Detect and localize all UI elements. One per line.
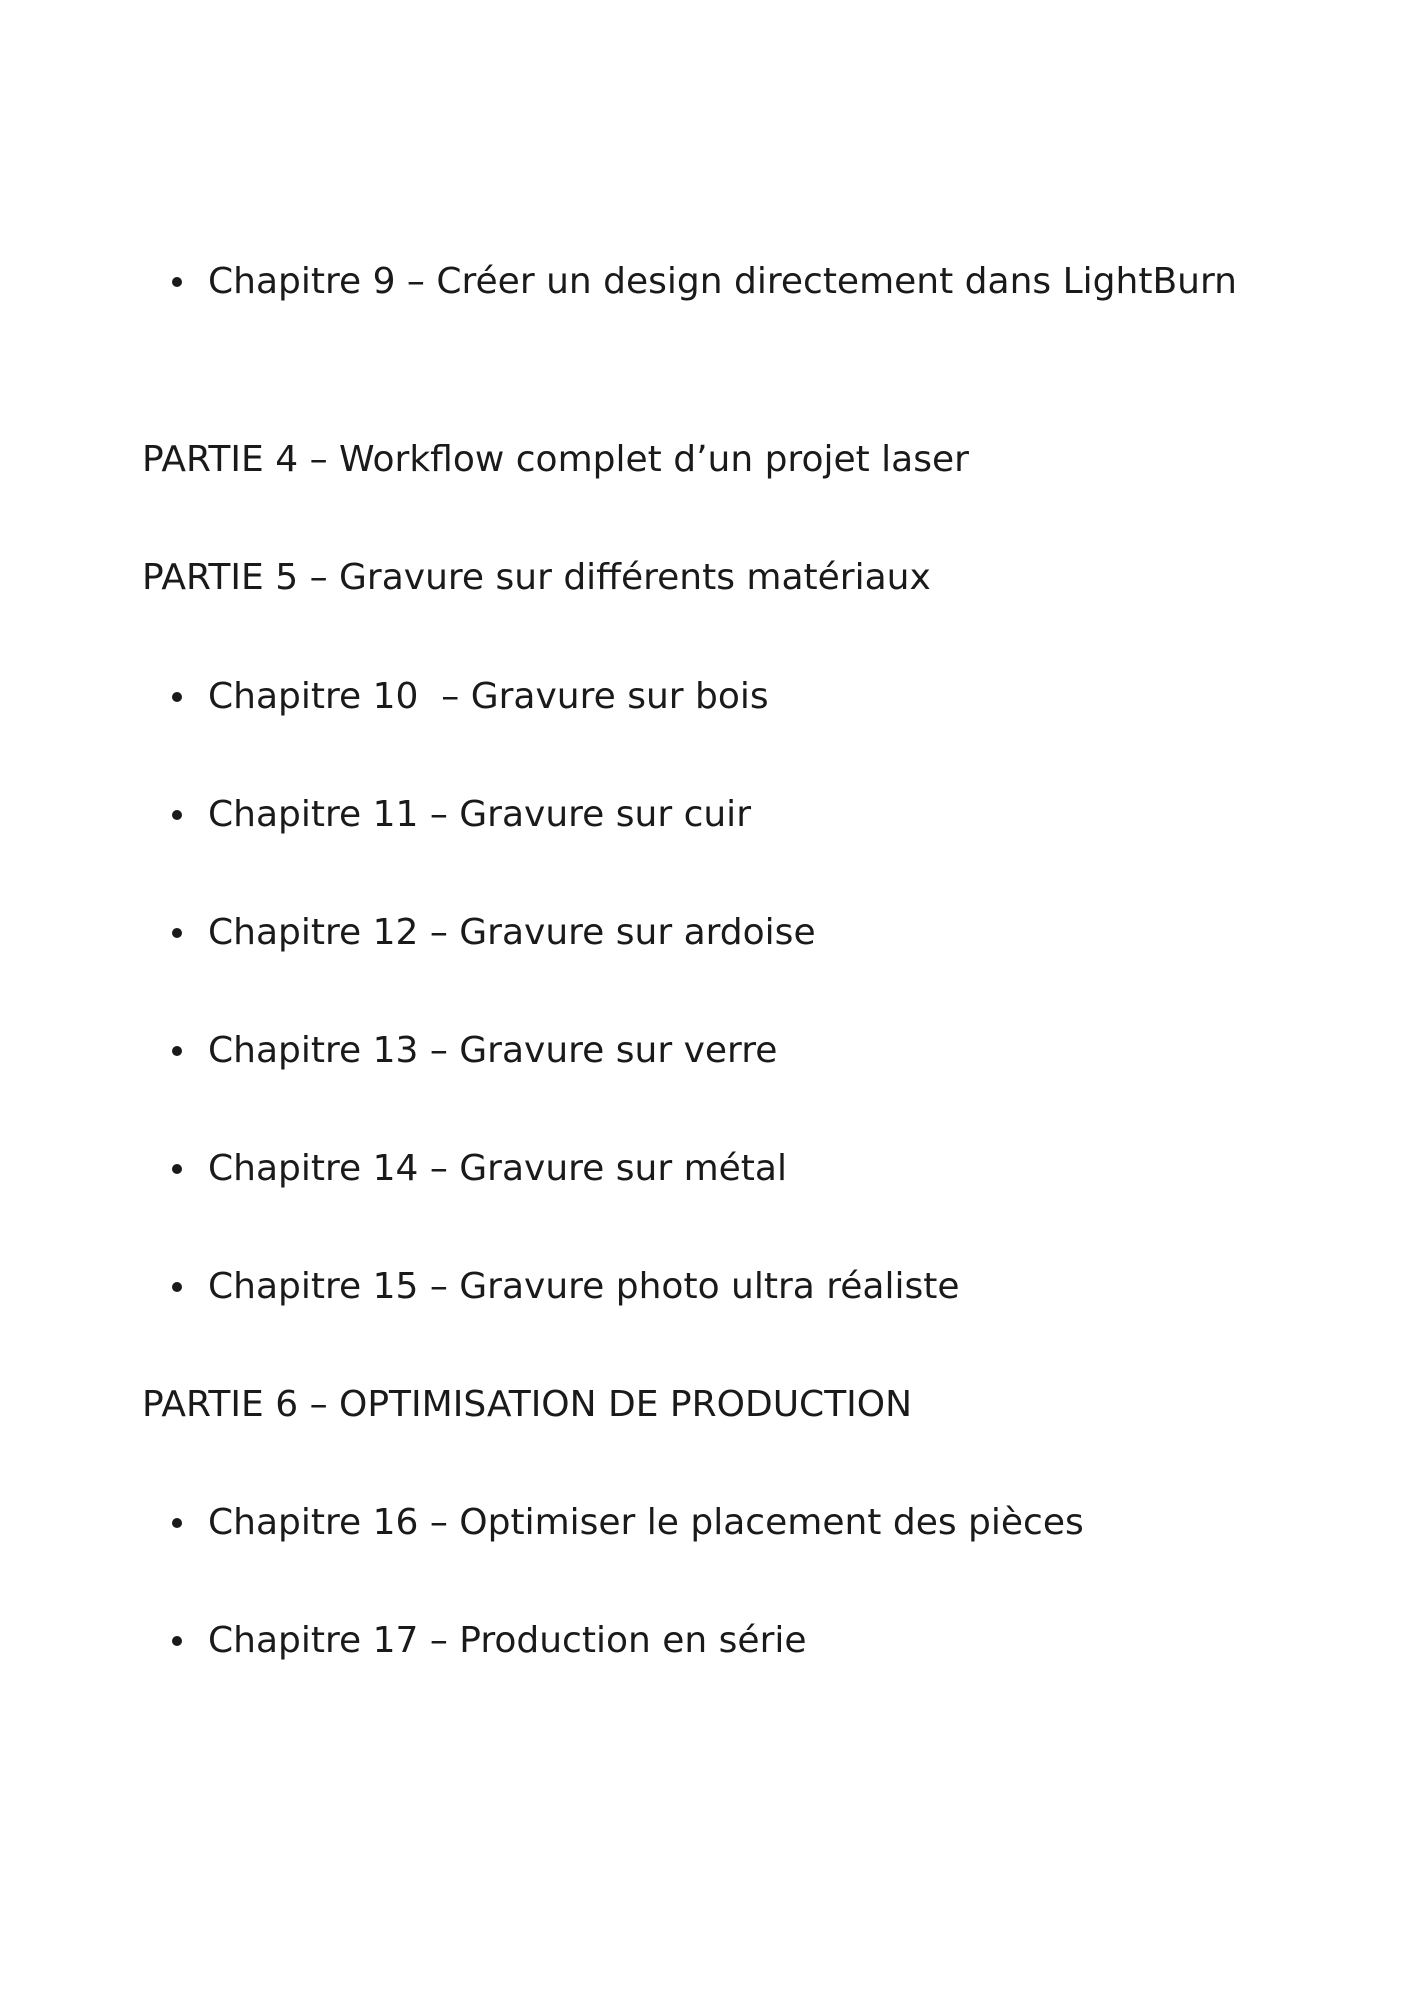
chapter-9-item [172,260,1237,436]
bullet-icon [172,692,182,702]
bullet-icon [172,1636,182,1646]
bullet-icon [172,810,182,820]
bullet-icon [172,1046,182,1056]
chapter-9-label: Chapitre 9 – Créer un design directement dans LightBurn [208,261,1237,302]
chapter-17-label: Chapitre 17 – Production en série [208,1620,807,1661]
part-6-heading: PARTIE 6 – OPTIMISATION DE PRODUCTION [142,1384,913,1425]
chapter-10-label: Chapitre 10 – Gravure sur bois [208,676,769,717]
bullet-icon [172,928,182,938]
chapter-14-label: Chapitre 14 – Gravure sur métal [208,1148,787,1189]
part-4-heading: PARTIE 4 – Workflow complet d’un projet laser [142,439,969,480]
bullet-icon [172,1518,182,1528]
chapter-15-label: Chapitre 15 – Gravure photo ultra réaliste [208,1266,960,1307]
bullet-icon [172,1164,182,1174]
bullet-icon [172,1282,182,1292]
part-5-heading: PARTIE 5 – Gravure sur différents matériaux [142,557,931,598]
chapter-12-label: Chapitre 12 – Gravure sur ardoise [208,912,816,953]
chapter-17-item [172,1619,807,1795]
chapter-16-label: Chapitre 16 – Optimiser le placement des pièces [208,1502,1084,1543]
chapter-13-label: Chapitre 13 – Gravure sur verre [208,1030,778,1071]
bullet-icon [172,277,182,287]
chapter-11-label: Chapitre 11 – Gravure sur cuir [208,794,751,835]
